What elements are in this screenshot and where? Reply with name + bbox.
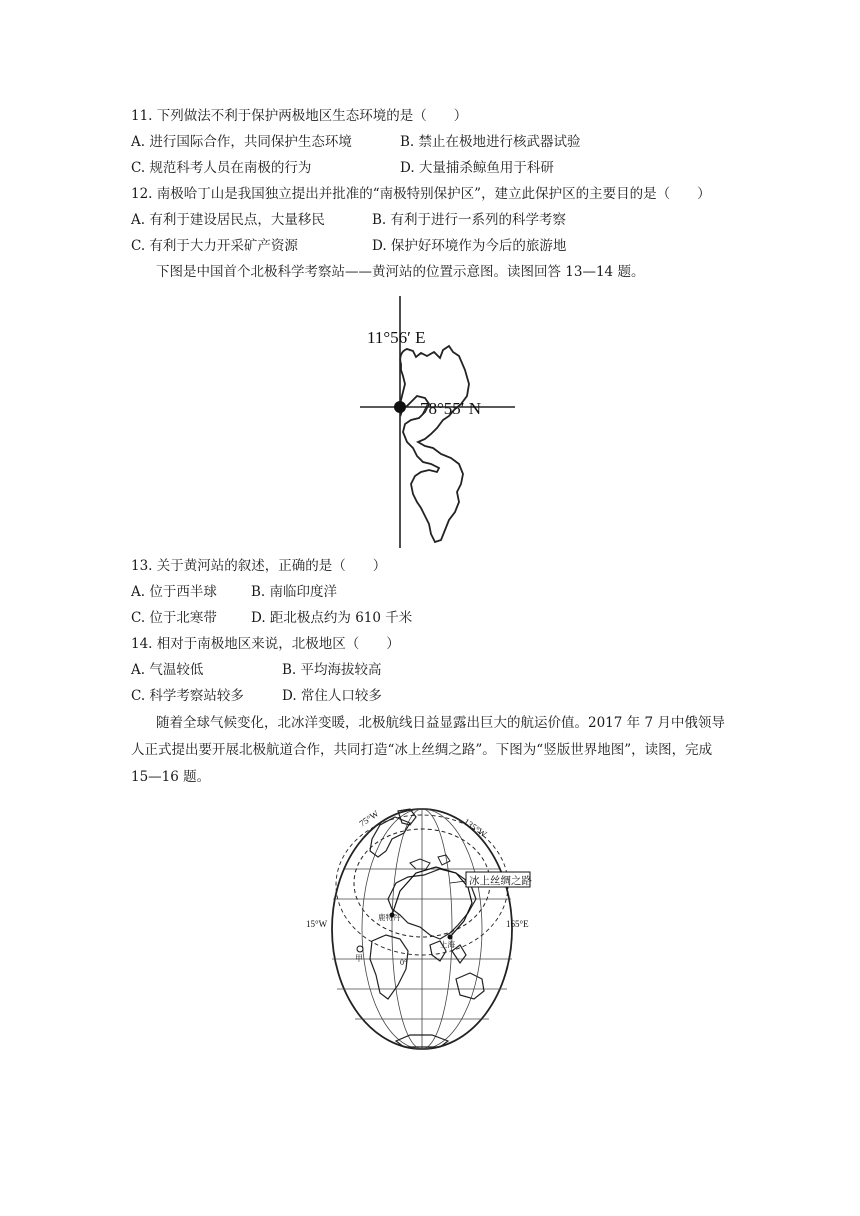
label-165e: 165°E — [506, 919, 529, 929]
ice-silk-road-route — [392, 867, 472, 937]
q11-option-a: A. 进行国际合作，共同保护生态环境 — [131, 134, 352, 150]
q14-option-d: D. 常住人口较多 — [282, 688, 382, 704]
label-shanghai: 上海 — [440, 940, 455, 949]
eurasia-landmass — [388, 869, 476, 939]
longitude-label: 11°56′ E — [367, 328, 426, 347]
latitude-label: 78°55′ N — [420, 399, 482, 418]
label-jia: 甲 — [355, 954, 363, 963]
intro-13-14: 下图是中国首个北极科学考察站——黄河站的位置示意图。读图回答 13—14 题。 — [156, 264, 645, 280]
shanghai-marker — [448, 935, 453, 940]
label-equator-0: 0° — [400, 958, 408, 967]
q12-option-b: B. 有利于进行一系列的科学考察 — [372, 212, 567, 228]
vertical-world-map — [300, 803, 545, 1055]
intro-15-16-line3: 15—16 题。 — [131, 769, 211, 785]
station-marker — [394, 401, 406, 413]
q12-option-c: C. 有利于大力开采矿产资源 — [131, 238, 298, 254]
q12-option-a: A. 有利于建设居民点，大量移民 — [131, 212, 325, 228]
svalbard-island-outline — [399, 346, 469, 542]
q12-option-d: D. 保护好环境作为今后的旅游地 — [372, 238, 567, 254]
route-callout-label: 冰上丝绸之路 — [469, 876, 532, 887]
q14-option-c: C. 科学考察站较多 — [131, 688, 244, 704]
question-12-stem: 12. 南极哈丁山是我国独立提出并批准的“南极特别保护区”，建立此保护区的主要目的是（ ） — [131, 186, 711, 202]
q14-option-b: B. 平均海拔较高 — [282, 662, 382, 678]
arctic-islands — [410, 855, 450, 869]
label-15w: 15°W — [306, 919, 328, 929]
intro-15-16-line2: 人正式提出要开展北极航道合作，共同打造“冰上丝绸之路”。下图为“竖版世界地图”，读图，完成 — [131, 742, 713, 758]
label-135w: 135°W — [461, 816, 489, 840]
q11-option-d: D. 大量捕杀鲸鱼用于科研 — [400, 160, 554, 176]
q11-option-c: C. 规范科考人员在南极的行为 — [131, 160, 312, 176]
q13-option-a: A. 位于西半球 — [131, 584, 217, 600]
q13-option-d: D. 距北极点约为 610 千米 — [251, 610, 413, 626]
q11-option-b: B. 禁止在极地进行核武器试验 — [400, 134, 581, 150]
intro-15-16-line1: 随着全球气候变化，北冰洋变暖，北极航线日益显露出巨大的航运价值。2017 年 7 月中俄领导 — [156, 715, 725, 731]
label-rotterdam: 鹿特丹 — [378, 913, 401, 922]
question-11-stem: 11. 下列做法不利于保护两极地区生态环境的是（ ） — [131, 108, 468, 124]
jia-marker — [357, 946, 363, 952]
q14-option-a: A. 气温较低 — [131, 662, 204, 678]
yellow-river-station-map — [355, 296, 520, 548]
q13-option-c: C. 位于北寒带 — [131, 610, 217, 626]
africa-landmass — [370, 935, 408, 999]
q13-option-b: B. 南临印度洋 — [251, 584, 338, 600]
question-13-stem: 13. 关于黄河站的叙述，正确的是（ ） — [131, 558, 387, 574]
label-75w: 75°W — [357, 808, 381, 829]
australia-landmass — [456, 973, 484, 999]
question-14-stem: 14. 相对于南极地区来说，北极地区（ ） — [131, 636, 400, 652]
